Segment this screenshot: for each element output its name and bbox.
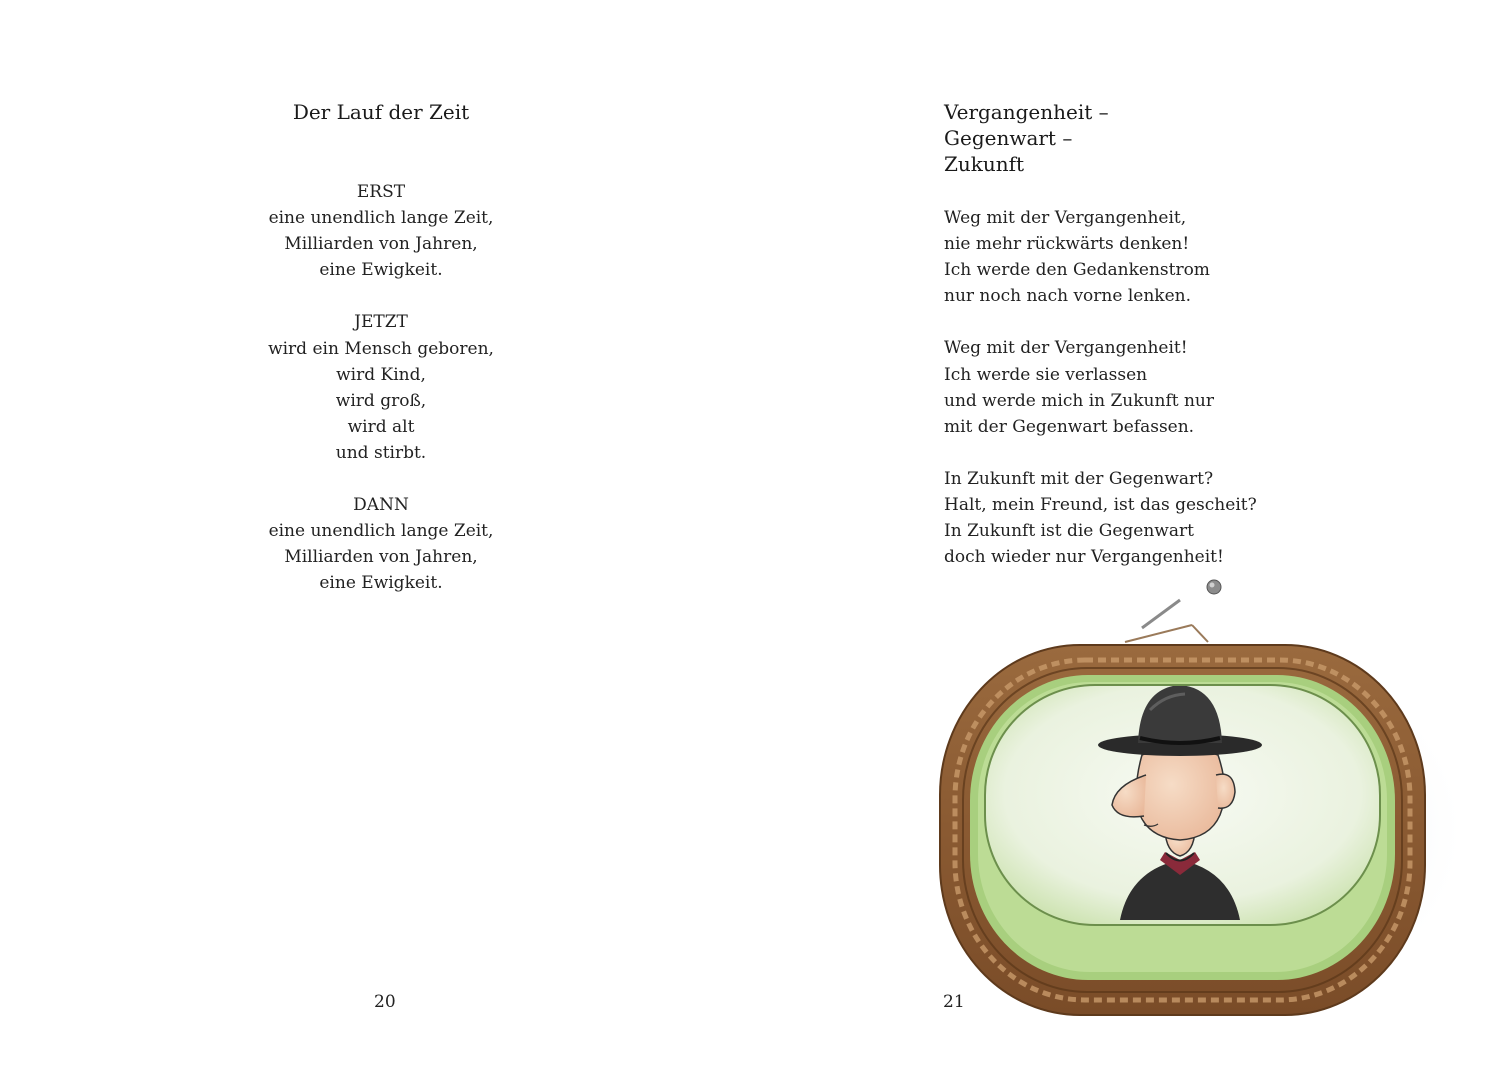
poem-title-line: Zukunft	[944, 152, 1025, 177]
poem-line: mit der Gegenwart befassen.	[944, 416, 1195, 437]
poem-line: wird Kind,	[336, 364, 426, 385]
stanza-break	[230, 466, 532, 492]
poem-title: Der Lauf der Zeit	[292, 100, 470, 124]
poem-line: In Zukunft mit der Gegenwart?	[944, 468, 1214, 489]
poem-line: Milliarden von Jahren,	[284, 547, 478, 568]
stanza-break	[944, 440, 1257, 466]
poem-line: wird groß,	[335, 390, 427, 411]
poem-line: und stirbt.	[335, 442, 427, 463]
poem-line: Milliarden von Jahren,	[284, 234, 478, 255]
poem-line: ERST	[356, 182, 406, 202]
poem-title-line: Gegenwart –	[944, 126, 1073, 151]
poem-line: doch wieder nur Vergangenheit!	[944, 547, 1224, 568]
poem-title	[944, 99, 1109, 178]
poem-line: eine Ewigkeit.	[319, 260, 443, 281]
poem-line: eine Ewigkeit.	[319, 573, 443, 594]
poem-line: wird alt	[347, 416, 415, 437]
poem-line: Weg mit der Vergangenheit,	[944, 208, 1187, 228]
poem-line: eine unendlich lange Zeit,	[268, 521, 494, 542]
framed-portrait-icon	[930, 570, 1490, 1040]
poem-line: und werde mich in Zukunft nur	[944, 390, 1214, 411]
poem-line: Ich werde sie verlassen	[944, 364, 1148, 385]
poem-line: In Zukunft ist die Gegenwart	[944, 521, 1194, 542]
poem-line: DANN	[353, 495, 409, 516]
stanza-break	[944, 309, 1257, 335]
page-number: 20	[374, 992, 396, 1012]
right-page	[750, 0, 1500, 1074]
poem-body	[944, 205, 1257, 570]
poem-line: JETZT	[354, 312, 408, 333]
poem-line: Ich werde den Gedankenstrom	[944, 260, 1210, 281]
poem-line: eine unendlich lange Zeit,	[268, 208, 494, 229]
page-number: 21	[943, 992, 965, 1012]
poem-body	[230, 179, 532, 597]
poem-line: wird ein Mensch geboren,	[268, 338, 494, 359]
poem-title-line: Vergangenheit –	[944, 100, 1109, 124]
poem-line: nie mehr rückwärts denken!	[944, 234, 1190, 255]
poem-line: Weg mit der Vergangenheit!	[944, 338, 1188, 359]
poem-line: Halt, mein Freund, ist das gescheit?	[944, 495, 1257, 516]
stanza-break	[230, 283, 532, 309]
poem-line: nur noch nach vorne lenken.	[944, 286, 1191, 307]
